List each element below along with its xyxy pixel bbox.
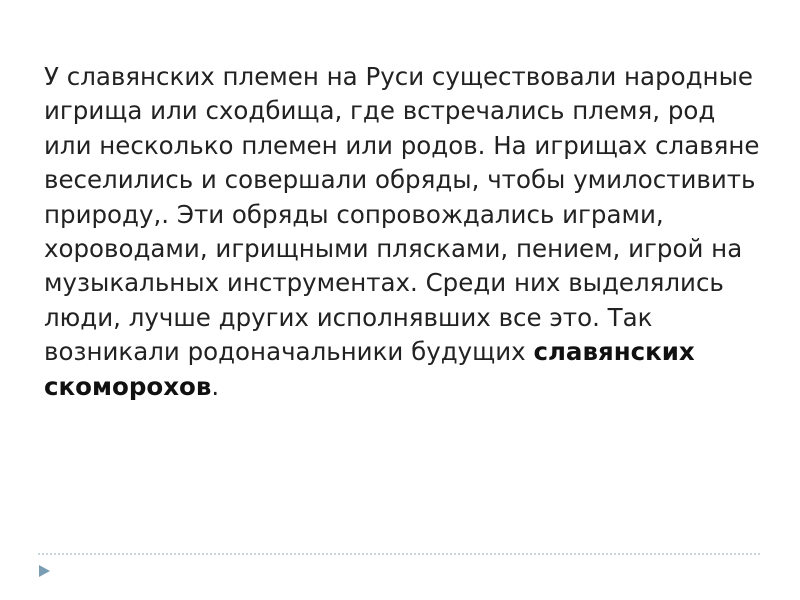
slide-body-text: [44, 60, 764, 404]
footer-divider: [38, 553, 760, 555]
triangle-right-icon: [36, 563, 52, 579]
body-text-end: .: [211, 371, 220, 401]
body-text-bold: славянских скоморохов: [44, 337, 695, 401]
body-text-regular: У славянских племен на Руси существовали народные игрища или сходбища, где встречались племя, род или несколько племен или родов. На игрищах славяне веселились и совершали обряды, чтобы умилостивить природу,. Эти обряды сопровождались играми, хороводами, игрищными плясками, пением, игрой на музыкальных инструментах. Среди них выделялись люди, лучше других исполнявших все это. Так возникали родоначальники будущих: [44, 62, 760, 367]
